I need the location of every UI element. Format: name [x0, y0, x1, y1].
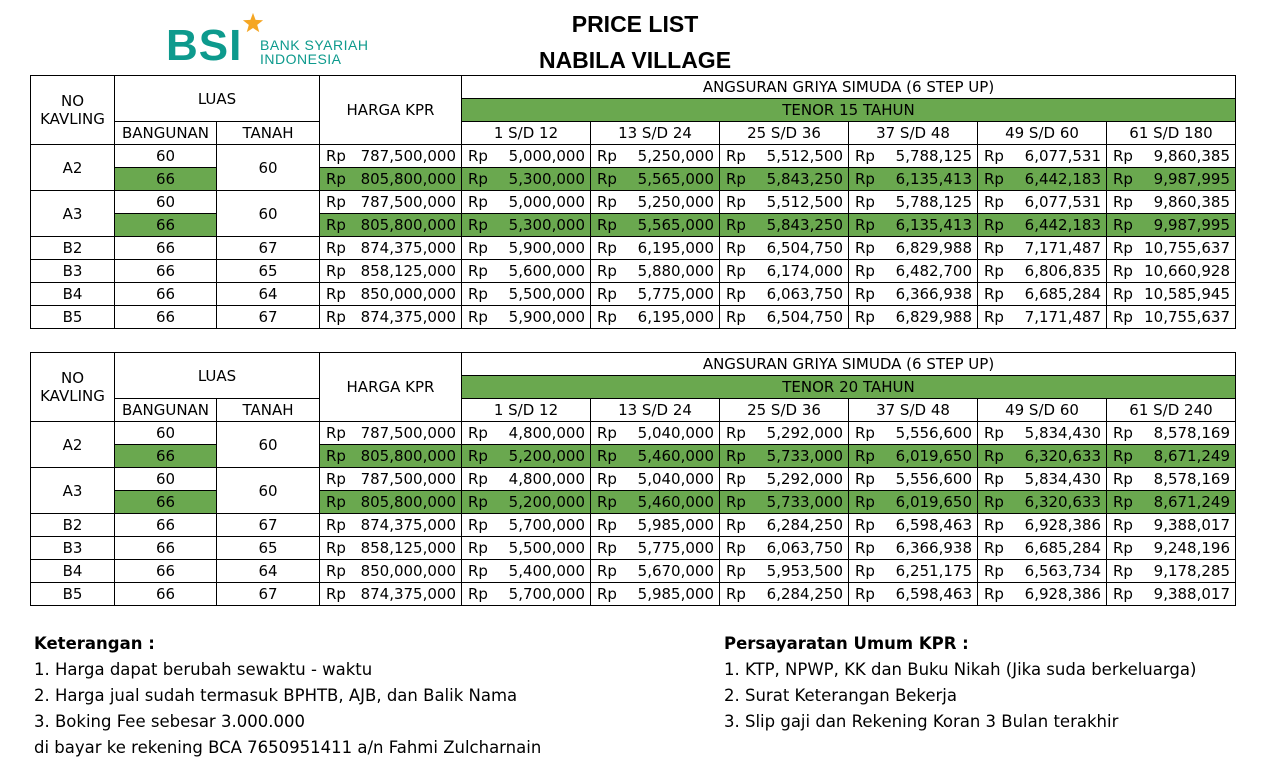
table-row	[31, 145, 1236, 168]
cell-angsuran: Rp 5,300,000	[462, 168, 591, 191]
cell-angsuran: Rp 6,928,386	[978, 514, 1107, 537]
cell-tanah: 64	[217, 560, 320, 583]
cell-angsuran: Rp 6,077,531	[978, 191, 1107, 214]
star-icon	[242, 12, 264, 34]
cell-angsuran: Rp 5,700,000	[462, 583, 591, 606]
table-row	[31, 283, 1236, 306]
cell-angsuran: Rp 6,685,284	[978, 537, 1107, 560]
table-row	[31, 260, 1236, 283]
cell-angsuran: Rp 5,000,000	[462, 145, 591, 168]
cell-angsuran: Rp 5,733,000	[720, 445, 849, 468]
cell-bangunan: 66	[115, 306, 217, 329]
cell-harga: Rp 787,500,000	[320, 422, 462, 445]
header-period: 13 S/D 24	[591, 122, 720, 145]
cell-angsuran: Rp 5,900,000	[462, 237, 591, 260]
table-row	[31, 514, 1236, 537]
keterangan-heading: Keterangan :	[34, 634, 155, 653]
cell-angsuran: Rp 7,171,487	[978, 237, 1107, 260]
cell-angsuran: Rp 6,019,650	[849, 445, 978, 468]
cell-angsuran: Rp 5,843,250	[720, 168, 849, 191]
table-row	[31, 445, 1236, 468]
cell-angsuran: Rp 5,512,500	[720, 191, 849, 214]
cell-angsuran: Rp 5,200,000	[462, 445, 591, 468]
logo-text	[260, 38, 368, 66]
header-angsuran: ANGSURAN GRIYA SIMUDA (6 STEP UP)	[462, 353, 1236, 376]
cell-angsuran: Rp 5,292,000	[720, 422, 849, 445]
cell-kavling: A2	[31, 422, 115, 468]
cell-angsuran: Rp 9,388,017	[1107, 583, 1236, 606]
cell-tanah: 67	[217, 514, 320, 537]
logo-text-line2: INDONESIA	[260, 51, 342, 67]
cell-angsuran: Rp 6,284,250	[720, 583, 849, 606]
cell-angsuran: Rp 5,700,000	[462, 514, 591, 537]
cell-angsuran: Rp 5,500,000	[462, 537, 591, 560]
header-bangunan: BANGUNAN	[115, 399, 217, 422]
cell-bangunan: 66	[115, 560, 217, 583]
cell-angsuran: Rp 7,171,487	[978, 306, 1107, 329]
cell-kavling: A2	[31, 145, 115, 191]
cell-harga: Rp 874,375,000	[320, 237, 462, 260]
cell-tanah: 64	[217, 283, 320, 306]
cell-angsuran: Rp 9,860,385	[1107, 191, 1236, 214]
cell-bangunan: 66	[115, 514, 217, 537]
cell-harga: Rp 805,800,000	[320, 168, 462, 191]
header-period: 49 S/D 60	[978, 399, 1107, 422]
cell-angsuran: Rp 10,755,637	[1107, 237, 1236, 260]
persyaratan-item: 1. KTP, NPWP, KK dan Buku Nikah (Jika suda berkeluarga)	[724, 660, 1197, 679]
cell-harga: Rp 850,000,000	[320, 560, 462, 583]
cell-angsuran: Rp 6,251,175	[849, 560, 978, 583]
cell-harga: Rp 850,000,000	[320, 283, 462, 306]
cell-harga: Rp 787,500,000	[320, 191, 462, 214]
cell-angsuran: Rp 10,585,945	[1107, 283, 1236, 306]
cell-angsuran: Rp 9,987,995	[1107, 214, 1236, 237]
cell-angsuran: Rp 6,320,633	[978, 445, 1107, 468]
table-row	[31, 491, 1236, 514]
cell-angsuran: Rp 8,578,169	[1107, 468, 1236, 491]
cell-tanah: 67	[217, 583, 320, 606]
cell-angsuran: Rp 5,250,000	[591, 145, 720, 168]
table-row	[31, 422, 1236, 445]
cell-angsuran: Rp 5,300,000	[462, 214, 591, 237]
cell-kavling: B5	[31, 583, 115, 606]
cell-angsuran: Rp 5,843,250	[720, 214, 849, 237]
cell-angsuran: Rp 5,460,000	[591, 445, 720, 468]
keterangan-item: 2. Harga jual sudah termasuk BPHTB, AJB, dan Balik Nama	[34, 686, 518, 705]
cell-angsuran: Rp 5,512,500	[720, 145, 849, 168]
cell-angsuran: Rp 5,985,000	[591, 583, 720, 606]
cell-tanah: 67	[217, 237, 320, 260]
cell-angsuran: Rp 9,248,196	[1107, 537, 1236, 560]
page-title: PRICE LIST	[571, 11, 699, 37]
header-angsuran: ANGSURAN GRIYA SIMUDA (6 STEP UP)	[462, 76, 1236, 99]
cell-bangunan: 60	[115, 145, 217, 168]
cell-angsuran: Rp 5,500,000	[462, 283, 591, 306]
cell-angsuran: Rp 5,670,000	[591, 560, 720, 583]
cell-angsuran: Rp 8,578,169	[1107, 422, 1236, 445]
logo-mark: BSI	[166, 21, 243, 70]
cell-bangunan: 66	[115, 283, 217, 306]
table-row	[31, 537, 1236, 560]
persyaratan-item: 2. Surat Keterangan Bekerja	[724, 686, 958, 705]
cell-angsuran: Rp 9,860,385	[1107, 145, 1236, 168]
cell-angsuran: Rp 6,829,988	[849, 237, 978, 260]
table-row	[31, 468, 1236, 491]
table-row	[31, 560, 1236, 583]
cell-angsuran: Rp 9,987,995	[1107, 168, 1236, 191]
header-period: 49 S/D 60	[978, 122, 1107, 145]
cell-angsuran: Rp 4,800,000	[462, 468, 591, 491]
persyaratan-section	[724, 631, 1196, 735]
cell-harga: Rp 874,375,000	[320, 306, 462, 329]
header-period: 1 S/D 12	[462, 122, 591, 145]
cell-angsuran: Rp 5,565,000	[591, 214, 720, 237]
keterangan-item: 3. Boking Fee sebesar 3.000.000	[34, 712, 305, 731]
cell-bangunan: 60	[115, 468, 217, 491]
cell-angsuran: Rp 5,834,430	[978, 468, 1107, 491]
cell-angsuran: Rp 6,077,531	[978, 145, 1107, 168]
cell-angsuran: Rp 5,460,000	[591, 491, 720, 514]
persyaratan-heading: Persayaratan Umum KPR :	[724, 634, 969, 653]
cell-angsuran: Rp 5,556,600	[849, 468, 978, 491]
cell-angsuran: Rp 5,292,000	[720, 468, 849, 491]
cell-harga: Rp 858,125,000	[320, 537, 462, 560]
table-row	[31, 191, 1236, 214]
cell-tanah: 67	[217, 306, 320, 329]
cell-angsuran: Rp 5,556,600	[849, 422, 978, 445]
cell-kavling: B2	[31, 514, 115, 537]
cell-angsuran: Rp 8,671,249	[1107, 491, 1236, 514]
keterangan-item: 1. Harga dapat berubah sewaktu - waktu	[34, 660, 373, 679]
header-period: 37 S/D 48	[849, 122, 978, 145]
keterangan-section	[34, 631, 541, 761]
cell-kavling: B3	[31, 537, 115, 560]
cell-angsuran: Rp 5,953,500	[720, 560, 849, 583]
cell-angsuran: Rp 6,829,988	[849, 306, 978, 329]
cell-tanah: 60	[217, 145, 320, 191]
cell-angsuran: Rp 6,504,750	[720, 237, 849, 260]
cell-tanah: 60	[217, 468, 320, 514]
cell-angsuran: Rp 5,880,000	[591, 260, 720, 283]
cell-angsuran: Rp 9,178,285	[1107, 560, 1236, 583]
cell-bangunan: 66	[115, 445, 217, 468]
cell-kavling: A3	[31, 191, 115, 237]
cell-harga: Rp 805,800,000	[320, 445, 462, 468]
cell-angsuran: Rp 5,900,000	[462, 306, 591, 329]
cell-kavling: B2	[31, 237, 115, 260]
cell-angsuran: Rp 4,800,000	[462, 422, 591, 445]
cell-angsuran: Rp 5,200,000	[462, 491, 591, 514]
cell-angsuran: Rp 6,598,463	[849, 514, 978, 537]
cell-angsuran: Rp 6,019,650	[849, 491, 978, 514]
cell-angsuran: Rp 9,388,017	[1107, 514, 1236, 537]
keterangan-item: di bayar ke rekening BCA 7650951411 a/n Fahmi Zulcharnain	[34, 738, 542, 757]
cell-bangunan: 60	[115, 191, 217, 214]
cell-angsuran: Rp 5,733,000	[720, 491, 849, 514]
cell-angsuran: Rp 6,442,183	[978, 214, 1107, 237]
cell-angsuran: Rp 6,195,000	[591, 306, 720, 329]
cell-angsuran: Rp 5,985,000	[591, 514, 720, 537]
cell-angsuran: Rp 6,928,386	[978, 583, 1107, 606]
price-table	[30, 75, 1236, 329]
cell-angsuran: Rp 6,284,250	[720, 514, 849, 537]
cell-angsuran: Rp 6,135,413	[849, 214, 978, 237]
cell-bangunan: 66	[115, 537, 217, 560]
cell-harga: Rp 805,800,000	[320, 491, 462, 514]
header-tenor: TENOR 20 TAHUN	[462, 376, 1236, 399]
cell-angsuran: Rp 10,660,928	[1107, 260, 1236, 283]
cell-angsuran: Rp 6,063,750	[720, 283, 849, 306]
header-period: 25 S/D 36	[720, 122, 849, 145]
cell-bangunan: 66	[115, 214, 217, 237]
cell-angsuran: Rp 6,442,183	[978, 168, 1107, 191]
persyaratan-item: 3. Slip gaji dan Rekening Koran 3 Bulan terakhir	[724, 712, 1119, 731]
header-period: 61 S/D 240	[1107, 399, 1236, 422]
cell-kavling: A3	[31, 468, 115, 514]
cell-bangunan: 66	[115, 237, 217, 260]
cell-angsuran: Rp 5,040,000	[591, 468, 720, 491]
cell-angsuran: Rp 5,565,000	[591, 168, 720, 191]
cell-angsuran: Rp 5,775,000	[591, 283, 720, 306]
header-luas: LUAS	[115, 353, 320, 399]
cell-bangunan: 66	[115, 491, 217, 514]
cell-angsuran: Rp 6,174,000	[720, 260, 849, 283]
header-harga-kpr: HARGA KPR	[320, 353, 462, 422]
page-subtitle: NABILA VILLAGE	[538, 47, 732, 73]
cell-bangunan: 66	[115, 168, 217, 191]
cell-kavling: B3	[31, 260, 115, 283]
cell-bangunan: 60	[115, 422, 217, 445]
cell-tanah: 60	[217, 191, 320, 237]
header-no-kavling: NO KAVLING	[31, 353, 115, 422]
price-table	[30, 352, 1236, 606]
cell-angsuran: Rp 5,000,000	[462, 191, 591, 214]
cell-harga: Rp 805,800,000	[320, 214, 462, 237]
header-period: 13 S/D 24	[591, 399, 720, 422]
header-tenor: TENOR 15 TAHUN	[462, 99, 1236, 122]
header-harga-kpr: HARGA KPR	[320, 76, 462, 145]
cell-bangunan: 66	[115, 260, 217, 283]
cell-angsuran: Rp 6,806,835	[978, 260, 1107, 283]
cell-angsuran: Rp 10,755,637	[1107, 306, 1236, 329]
cell-angsuran: Rp 6,598,463	[849, 583, 978, 606]
header-period: 61 S/D 180	[1107, 122, 1236, 145]
header-period: 1 S/D 12	[462, 399, 591, 422]
cell-angsuran: Rp 5,834,430	[978, 422, 1107, 445]
cell-angsuran: Rp 6,685,284	[978, 283, 1107, 306]
table-row	[31, 583, 1236, 606]
cell-angsuran: Rp 5,600,000	[462, 260, 591, 283]
table-row	[31, 168, 1236, 191]
cell-angsuran: Rp 6,195,000	[591, 237, 720, 260]
header-tanah: TANAH	[217, 122, 320, 145]
cell-angsuran: Rp 6,504,750	[720, 306, 849, 329]
cell-harga: Rp 787,500,000	[320, 468, 462, 491]
cell-tanah: 65	[217, 260, 320, 283]
header-bangunan: BANGUNAN	[115, 122, 217, 145]
header-period: 25 S/D 36	[720, 399, 849, 422]
cell-angsuran: Rp 6,366,938	[849, 537, 978, 560]
cell-angsuran: Rp 6,563,734	[978, 560, 1107, 583]
cell-angsuran: Rp 6,482,700	[849, 260, 978, 283]
cell-angsuran: Rp 8,671,249	[1107, 445, 1236, 468]
cell-angsuran: Rp 5,400,000	[462, 560, 591, 583]
table-row	[31, 306, 1236, 329]
logo-text-line1: BANK SYARIAH	[260, 37, 369, 53]
header-no-kavling: NO KAVLING	[31, 76, 115, 145]
cell-angsuran: Rp 5,040,000	[591, 422, 720, 445]
cell-angsuran: Rp 5,250,000	[591, 191, 720, 214]
cell-harga: Rp 858,125,000	[320, 260, 462, 283]
header-luas: LUAS	[115, 76, 320, 122]
cell-kavling: B4	[31, 283, 115, 306]
cell-tanah: 65	[217, 537, 320, 560]
cell-harga: Rp 874,375,000	[320, 514, 462, 537]
cell-harga: Rp 787,500,000	[320, 145, 462, 168]
header-tanah: TANAH	[217, 399, 320, 422]
cell-kavling: B5	[31, 306, 115, 329]
table-row	[31, 214, 1236, 237]
header-period: 37 S/D 48	[849, 399, 978, 422]
cell-tanah: 60	[217, 422, 320, 468]
cell-angsuran: Rp 6,135,413	[849, 168, 978, 191]
cell-angsuran: Rp 6,320,633	[978, 491, 1107, 514]
cell-angsuran: Rp 6,063,750	[720, 537, 849, 560]
cell-angsuran: Rp 5,788,125	[849, 145, 978, 168]
cell-angsuran: Rp 6,366,938	[849, 283, 978, 306]
table-row	[31, 237, 1236, 260]
cell-harga: Rp 874,375,000	[320, 583, 462, 606]
cell-bangunan: 66	[115, 583, 217, 606]
cell-kavling: B4	[31, 560, 115, 583]
cell-angsuran: Rp 5,788,125	[849, 191, 978, 214]
cell-angsuran: Rp 5,775,000	[591, 537, 720, 560]
